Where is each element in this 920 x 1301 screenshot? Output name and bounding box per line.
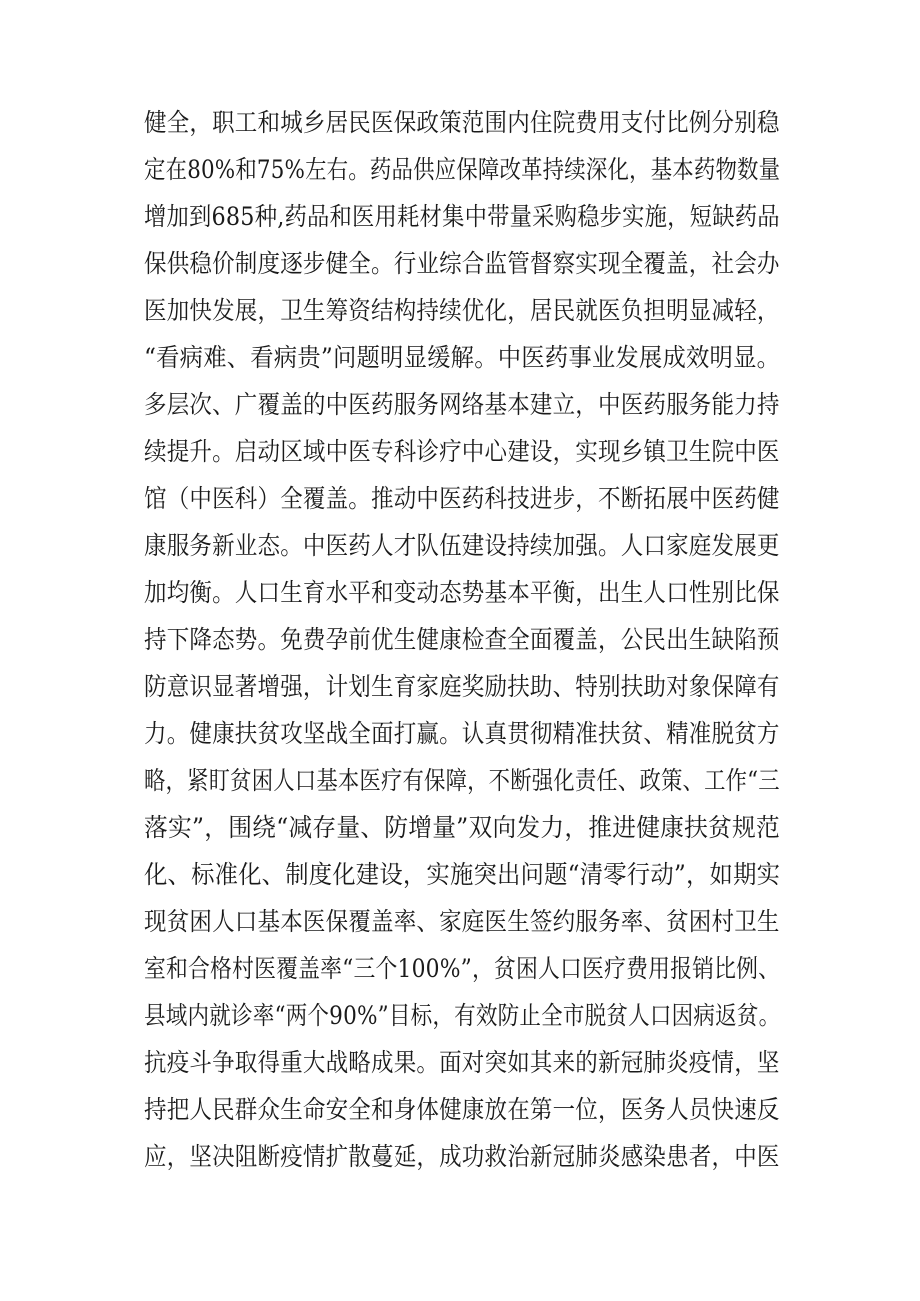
text-line: 定在80%和75%左右。药品供应保障改革持续深化，基本药物数量 bbox=[144, 155, 781, 184]
text-line: 医加快发展，卫生筹资结构持续优化，居民就医负担明显减轻， bbox=[144, 296, 780, 325]
text-line: 落实”，围绕“减存量、防增量”双向发力，推进健康扶贫规范 bbox=[144, 813, 780, 842]
text-line: 室和合格村医覆盖率“三个100%”，贫困人口医疗费用报销比例、 bbox=[144, 954, 781, 983]
text-line: 保供稳价制度逐步健全。行业综合监管督察实现全覆盖，社会办 bbox=[144, 249, 780, 278]
text-line: 加均衡。人口生育水平和变动态势基本平衡，出生人口性别比保 bbox=[144, 578, 780, 607]
text-line: “看病难、看病贵”问题明显缓解。中医药事业发展成效明显。 bbox=[144, 343, 781, 372]
text-line: 防意识显著增强，计划生育家庭奖励扶助、特别扶助对象保障有 bbox=[144, 672, 780, 701]
text-line: 抗疫斗争取得重大战略成果。面对突如其来的新冠肺炎疫情，坚 bbox=[144, 1048, 780, 1077]
text-line: 略，紧盯贫困人口基本医疗有保障，不断强化责任、政策、工作“三 bbox=[144, 766, 780, 795]
text-line: 力。健康扶贫攻坚战全面打赢。认真贯彻精准扶贫、精准脱贫方 bbox=[144, 719, 780, 748]
text-line: 应，坚决阻断疫情扩散蔓延，成功救治新冠肺炎感染患者，中医 bbox=[144, 1142, 780, 1171]
text-line: 多层次、广覆盖的中医药服务网络基本建立，中医药服务能力持 bbox=[144, 390, 780, 419]
text-line: 健全，职工和城乡居民医保政策范围内住院费用支付比例分别稳 bbox=[144, 108, 780, 137]
text-line: 持把人民群众生命安全和身体健康放在第一位，医务人员快速反 bbox=[144, 1095, 780, 1124]
text-line: 化、标准化、制度化建设，实施突出问题“清零行动”，如期实 bbox=[144, 860, 781, 889]
text-line: 现贫困人口基本医保覆盖率、家庭医生签约服务率、贫困村卫生 bbox=[144, 907, 780, 936]
text-line: 持下降态势。免费孕前优生健康检查全面覆盖，公民出生缺陷预 bbox=[144, 625, 780, 654]
text-line: 康服务新业态。中医药人才队伍建设持续加强。人口家庭发展更 bbox=[144, 531, 780, 560]
text-line: 县域内就诊率“两个90%”目标，有效防止全市脱贫人口因病返贫。 bbox=[144, 1001, 781, 1030]
text-line: 增加到685种,药品和医用耗材集中带量采购稳步实施，短缺药品 bbox=[144, 202, 780, 231]
text-line: 馆（中医科）全覆盖。推动中医药科技进步，不断拓展中医药健 bbox=[144, 484, 780, 513]
text-line: 续提升。启动区域中医专科诊疗中心建设，实现乡镇卫生院中医 bbox=[144, 437, 780, 466]
